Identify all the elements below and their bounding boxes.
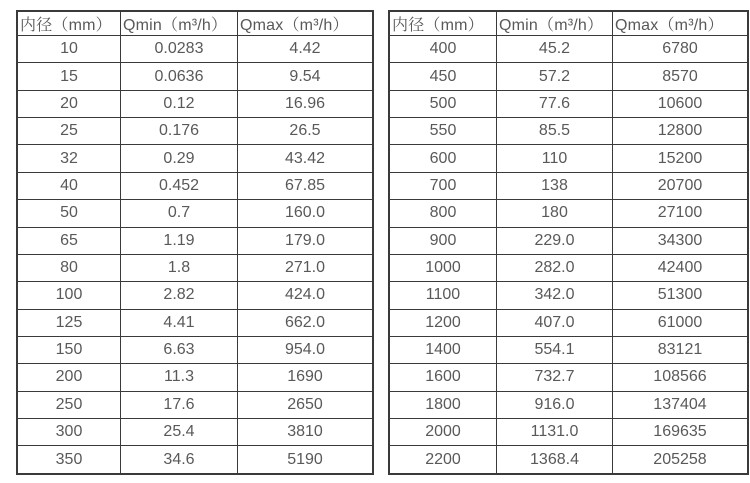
diameter-cell: 125 (17, 309, 121, 336)
qmin-cell: 0.0636 (121, 63, 238, 90)
qmin-cell: 0.176 (121, 118, 238, 145)
qmin-cell: 916.0 (497, 391, 613, 418)
qmax-cell: 169635 (613, 419, 749, 446)
qmax-cell: 205258 (613, 446, 749, 474)
diameter-cell: 150 (17, 336, 121, 363)
diameter-cell: 500 (389, 90, 497, 117)
table-row (389, 336, 748, 363)
qmin-cell: 554.1 (497, 336, 613, 363)
header-row (389, 11, 748, 36)
qmax-cell: 9.54 (238, 63, 374, 90)
table-row (389, 254, 748, 281)
diameter-cell: 700 (389, 172, 497, 199)
qmax-cell: 160.0 (238, 200, 374, 227)
table-row (17, 145, 373, 172)
qmax-cell: 15200 (613, 145, 749, 172)
qmax-cell: 5190 (238, 446, 374, 474)
qmin-cell: 17.6 (121, 391, 238, 418)
diameter-cell: 900 (389, 227, 497, 254)
qmin-cell: 25.4 (121, 419, 238, 446)
qmin-cell: 1131.0 (497, 419, 613, 446)
column-header-qmin: Qmin（m³/h） (121, 11, 238, 36)
diameter-cell: 300 (17, 419, 121, 446)
diameter-cell: 80 (17, 254, 121, 281)
table-row (389, 90, 748, 117)
diameter-cell: 100 (17, 282, 121, 309)
diameter-cell: 400 (389, 36, 497, 63)
table-row (389, 63, 748, 90)
qmin-cell: 34.6 (121, 446, 238, 474)
diameter-cell: 20 (17, 90, 121, 117)
qmax-cell: 10600 (613, 90, 749, 117)
diameter-cell: 200 (17, 364, 121, 391)
diameter-cell: 40 (17, 172, 121, 199)
table-row (389, 36, 748, 63)
table-row (389, 391, 748, 418)
table-row (17, 336, 373, 363)
table-row (389, 309, 748, 336)
diameter-cell: 250 (17, 391, 121, 418)
qmax-cell: 662.0 (238, 309, 374, 336)
qmin-cell: 138 (497, 172, 613, 199)
diameter-cell: 65 (17, 227, 121, 254)
diameter-cell: 1400 (389, 336, 497, 363)
qmax-cell: 83121 (613, 336, 749, 363)
flow-table-small-diameter (16, 10, 374, 475)
qmax-cell: 27100 (613, 200, 749, 227)
qmin-cell: 407.0 (497, 309, 613, 336)
qmin-cell: 0.452 (121, 172, 238, 199)
qmax-cell: 4.42 (238, 36, 374, 63)
table-row (389, 172, 748, 199)
qmin-cell: 85.5 (497, 118, 613, 145)
qmin-cell: 0.12 (121, 90, 238, 117)
qmin-cell: 2.82 (121, 282, 238, 309)
qmin-cell: 732.7 (497, 364, 613, 391)
diameter-cell: 450 (389, 63, 497, 90)
flow-table-large-diameter (388, 10, 749, 475)
qmin-cell: 229.0 (497, 227, 613, 254)
qmin-cell: 6.63 (121, 336, 238, 363)
qmax-cell: 34300 (613, 227, 749, 254)
diameter-cell: 50 (17, 200, 121, 227)
diameter-cell: 25 (17, 118, 121, 145)
qmin-cell: 0.0283 (121, 36, 238, 63)
qmax-cell: 67.85 (238, 172, 374, 199)
diameter-cell: 2200 (389, 446, 497, 474)
column-header-diameter: 内径（mm） (17, 11, 121, 36)
qmin-cell: 11.3 (121, 364, 238, 391)
diameter-cell: 1200 (389, 309, 497, 336)
table-row (389, 118, 748, 145)
qmax-cell: 179.0 (238, 227, 374, 254)
qmax-cell: 108566 (613, 364, 749, 391)
table-row (389, 364, 748, 391)
table-row (17, 90, 373, 117)
qmax-cell: 137404 (613, 391, 749, 418)
diameter-cell: 1000 (389, 254, 497, 281)
table-row (17, 419, 373, 446)
table-row (17, 172, 373, 199)
qmax-cell: 6780 (613, 36, 749, 63)
qmin-cell: 0.7 (121, 200, 238, 227)
qmin-cell: 1.19 (121, 227, 238, 254)
table-row (17, 254, 373, 281)
qmax-cell: 20700 (613, 172, 749, 199)
qmax-cell: 8570 (613, 63, 749, 90)
diameter-cell: 15 (17, 63, 121, 90)
qmin-cell: 342.0 (497, 282, 613, 309)
qmax-cell: 61000 (613, 309, 749, 336)
qmax-cell: 424.0 (238, 282, 374, 309)
qmax-cell: 1690 (238, 364, 374, 391)
table-row (17, 118, 373, 145)
qmax-cell: 271.0 (238, 254, 374, 281)
table-row (389, 282, 748, 309)
column-header-qmin: Qmin（m³/h） (497, 11, 613, 36)
diameter-cell: 32 (17, 145, 121, 172)
qmax-cell: 12800 (613, 118, 749, 145)
qmax-cell: 42400 (613, 254, 749, 281)
table-row (17, 227, 373, 254)
table-row (17, 282, 373, 309)
table-row (17, 309, 373, 336)
table-row (17, 391, 373, 418)
qmax-cell: 16.96 (238, 90, 374, 117)
qmin-cell: 45.2 (497, 36, 613, 63)
qmin-cell: 57.2 (497, 63, 613, 90)
table-row (17, 364, 373, 391)
qmin-cell: 180 (497, 200, 613, 227)
diameter-cell: 550 (389, 118, 497, 145)
qmin-cell: 110 (497, 145, 613, 172)
qmax-cell: 43.42 (238, 145, 374, 172)
qmax-cell: 51300 (613, 282, 749, 309)
table-row (17, 36, 373, 63)
table-row (389, 419, 748, 446)
qmin-cell: 77.6 (497, 90, 613, 117)
diameter-cell: 1800 (389, 391, 497, 418)
table-row (17, 200, 373, 227)
diameter-cell: 2000 (389, 419, 497, 446)
table-row (389, 200, 748, 227)
column-header-qmax: Qmax（m³/h） (613, 11, 749, 36)
qmin-cell: 0.29 (121, 145, 238, 172)
table-row (389, 227, 748, 254)
table-row (389, 145, 748, 172)
qmax-cell: 954.0 (238, 336, 374, 363)
qmax-cell: 2650 (238, 391, 374, 418)
diameter-cell: 10 (17, 36, 121, 63)
diameter-cell: 800 (389, 200, 497, 227)
diameter-cell: 350 (17, 446, 121, 474)
table-row (17, 63, 373, 90)
column-header-qmax: Qmax（m³/h） (238, 11, 374, 36)
diameter-cell: 600 (389, 145, 497, 172)
qmin-cell: 1368.4 (497, 446, 613, 474)
table-row (389, 446, 748, 474)
qmin-cell: 4.41 (121, 309, 238, 336)
qmin-cell: 282.0 (497, 254, 613, 281)
column-header-diameter: 内径（mm） (389, 11, 497, 36)
qmax-cell: 26.5 (238, 118, 374, 145)
qmax-cell: 3810 (238, 419, 374, 446)
qmin-cell: 1.8 (121, 254, 238, 281)
header-row (17, 11, 373, 36)
diameter-cell: 1600 (389, 364, 497, 391)
diameter-cell: 1100 (389, 282, 497, 309)
table-row (17, 446, 373, 474)
